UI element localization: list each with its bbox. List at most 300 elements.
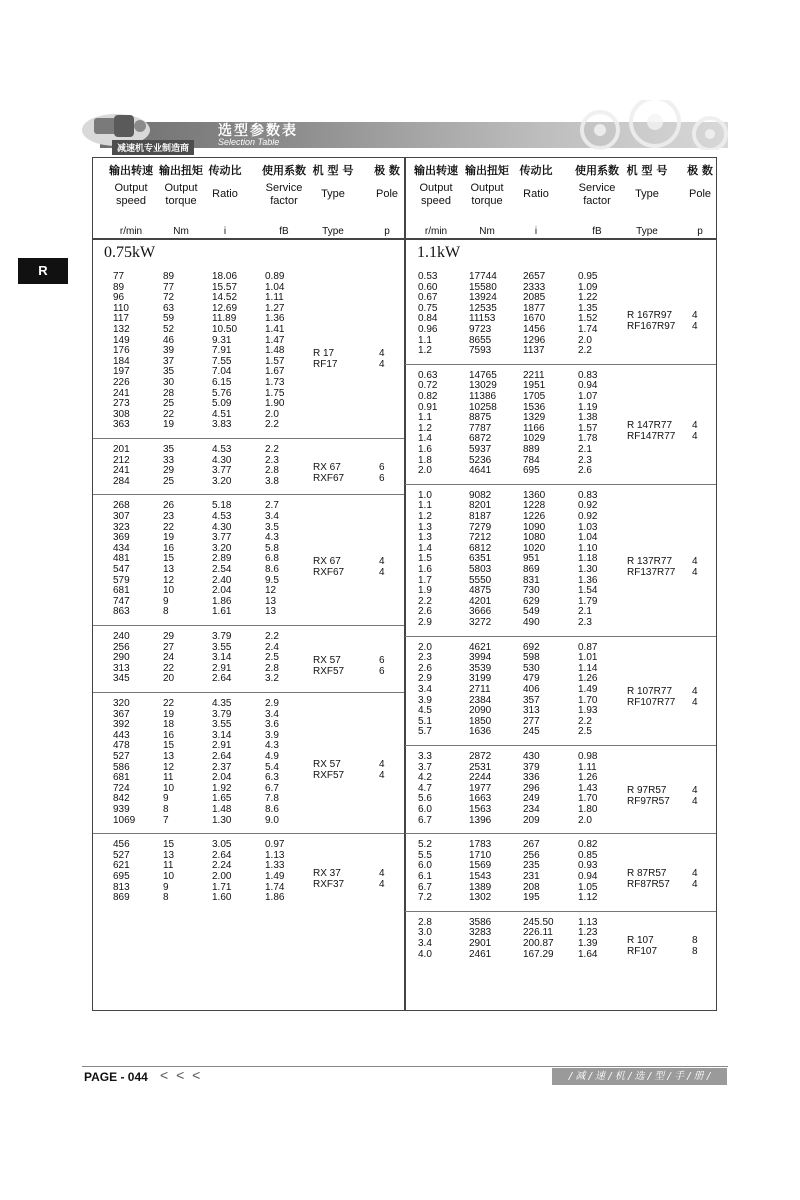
group-divider [405,911,716,912]
table-cell: 681 [113,585,130,597]
table-cell: 2.2 [578,715,592,727]
table-cell: 0.72 [418,380,438,392]
column-header-cn: 传动比 [208,164,242,177]
table-cell: 430 [523,751,540,762]
table-cell: 939 [113,804,130,815]
table-cell: 3272 [469,617,492,628]
table-cell: 784 [523,454,540,466]
table-cell: 5.8 [265,542,279,554]
pole-count: 4 [379,769,385,781]
column-header-en: Ratio [212,188,238,200]
table-cell: 2.5 [265,652,279,664]
table-cell: 3.14 [212,729,232,741]
table-cell: 2.54 [212,564,232,575]
table-cell: 197 [113,366,130,378]
table-cell: 7212 [469,532,492,544]
pole-count: 4 [379,868,385,879]
table-row [0,501,800,512]
table-cell: 1.93 [578,705,598,717]
table-cell: 1.26 [578,673,598,685]
table-cell: 117 [113,313,129,325]
table-cell: 1.3 [418,521,432,533]
table-cell: 1.36 [578,574,598,586]
table-cell: 1069 [113,814,136,826]
column-header-unit: i [223,226,227,237]
table-cell: 39 [163,345,175,357]
table-cell: 5937 [469,444,492,455]
table-cell: 490 [523,617,540,628]
table-cell: 1.1 [418,412,432,424]
table-cell: 4875 [469,585,492,597]
pole-count: 4 [379,566,385,578]
table-cell: 0.94 [578,871,598,882]
table-row [0,618,800,629]
table-cell: 1.74 [578,324,598,335]
model-type: R 97R57 [627,785,667,797]
table-cell: 0.89 [265,271,285,282]
table-cell: 2657 [523,271,546,282]
group-divider [405,364,716,365]
table-row [0,851,800,862]
table-cell: 37 [163,355,175,367]
page-subtitle: Selection Table [218,137,280,147]
table-row [0,597,800,608]
table-row [0,816,800,827]
table-cell: 277 [523,715,540,727]
table-cell: 290 [113,652,130,664]
table-cell: 15.57 [212,281,238,293]
table-cell: 16 [163,542,175,554]
table-cell: 15 [163,839,175,851]
table-cell: 1.30 [212,814,232,826]
table-cell: 313 [523,705,540,717]
table-cell: 1.79 [578,595,598,607]
table-cell: 3.9 [265,729,279,741]
column-header-cn: 输出扭矩 [465,164,509,177]
table-cell: 2.89 [212,553,232,565]
table-cell: 1.13 [578,916,598,928]
table-cell: 4.3 [265,532,279,544]
table-cell: 0.67 [418,292,438,304]
table-cell: 1.49 [578,684,598,695]
table-row [0,706,800,717]
table-cell: 13 [265,606,277,618]
table-cell: 3.9 [418,694,432,706]
table-cell: 28 [163,387,175,399]
table-cell: 7279 [469,521,492,533]
table-cell: 1.49 [265,871,285,882]
table-cell: 22 [163,698,175,709]
table-cell: 842 [113,793,130,805]
table-cell: 1705 [523,391,546,402]
table-cell: 2.9 [418,617,432,628]
table-cell: 1.04 [265,281,285,293]
column-header-en: Output speed [419,182,453,207]
table-cell: 195 [523,892,540,904]
table-cell: 1226 [523,511,546,522]
table-cell: 1329 [523,412,546,424]
table-row [0,928,800,939]
table-cell: 89 [113,281,125,293]
table-cell: 3.3 [418,751,432,762]
table-cell: 2.00 [212,871,232,882]
table-cell: 434 [113,542,130,554]
table-cell: 35 [163,444,175,455]
table-cell: 9 [163,881,169,893]
model-type: RXF67 [313,473,345,485]
table-cell: 2.9 [418,673,432,685]
table-cell: 1.78 [578,433,598,445]
table-cell: 2531 [469,761,492,773]
table-cell: 26 [163,500,175,512]
table-cell: 296 [523,782,540,794]
table-cell: 245 [523,726,540,738]
column-header-unit: fB [592,226,602,237]
table-cell: 2.0 [578,334,592,346]
table-cell: 0.63 [418,369,438,381]
table-cell: 8655 [469,334,492,346]
table-cell: 3283 [469,927,492,939]
model-type: RF147R77 [627,430,676,442]
header-divider [92,238,717,240]
table-cell: 1.3 [418,532,432,544]
column-header-cn: 机 型 号 [626,164,668,177]
table-cell: 1302 [469,892,492,904]
table-cell: 7593 [469,345,492,357]
table-cell: 226 [113,377,130,388]
table-cell: 1.27 [265,302,285,314]
table-cell: 4.0 [418,948,432,960]
table-cell: 2.6 [578,465,592,477]
table-cell: 8187 [469,511,492,522]
column-header [678,164,722,237]
table-cell: 0.97 [265,839,285,851]
table-cell: 1663 [469,793,492,805]
table-cell: 77 [163,281,175,293]
table-cell: 19 [163,419,175,431]
column-header-cn: 使用系数 [262,164,306,177]
table-cell: 22 [163,662,175,674]
model-type: RF87R57 [627,879,670,890]
table-cell: 22 [163,408,175,420]
table-cell: 1.05 [578,881,598,893]
table-cell: 96 [113,292,125,304]
table-cell: 579 [113,574,130,586]
table-cell: 5.09 [212,398,232,410]
table-cell: 12.69 [212,302,238,314]
company-label: 减速机专业制造商 [112,140,194,155]
table-cell: 863 [113,606,130,618]
table-row [0,554,800,565]
table-cell: 9.5 [265,574,279,586]
nav-arrows: < < < [160,1067,203,1083]
pole-count: 4 [379,358,385,370]
table-cell: 6.7 [418,881,432,893]
table-cell: 5.6 [418,793,432,805]
table-cell: 2.8 [265,465,279,477]
table-cell: 1783 [469,839,492,851]
table-cell: 2.64 [212,751,232,762]
table-cell: 59 [163,313,175,325]
pole-count: 4 [692,697,698,709]
table-row [0,424,800,435]
table-row [0,466,800,477]
table-cell: 12535 [469,302,497,314]
table-cell: 4.3 [265,740,279,752]
table-cell: 323 [113,521,130,533]
pole-count: 6 [379,462,385,474]
column-header-en: Service factor [578,182,616,207]
table-cell: 35 [163,366,175,378]
table-row [0,477,800,488]
table-cell: 176 [113,345,130,357]
table-cell: 1389 [469,881,492,893]
table-cell: 2.64 [212,849,232,861]
table-cell: 209 [523,814,540,826]
table-cell: 2211 [523,369,545,381]
pole-count: 4 [692,419,698,431]
table-cell: 1636 [469,726,492,738]
table-cell: 13 [163,849,175,861]
model-type: R 17 [313,347,335,359]
group-divider [405,636,716,637]
pole-count: 4 [692,796,698,808]
table-cell: 1.43 [578,782,598,794]
table-cell: 5550 [469,574,492,586]
table-cell: 2.64 [212,673,232,685]
column-header [617,164,677,237]
table-cell: 13 [163,751,175,762]
table-row [0,565,800,576]
table-cell: 0.53 [418,271,438,282]
table-cell: 7.2 [418,892,432,904]
table-row [0,793,800,808]
table-cell: 4.30 [212,454,232,466]
model-type: RX 37 [313,868,341,879]
table-cell: 3199 [469,673,492,685]
pole-count: 4 [692,686,698,698]
table-cell: 1.23 [578,927,598,939]
model-type: RX 67 [313,555,341,567]
table-cell: 1850 [469,715,492,727]
table-cell: 2.2 [265,444,279,455]
column-header [511,164,561,237]
table-row [0,445,800,456]
table-cell: 241 [113,387,130,399]
table-cell: 5.4 [265,761,279,773]
table-cell: 307 [113,511,130,522]
table-cell: 24 [163,652,175,664]
table-cell: 530 [523,662,540,674]
table-row [0,805,800,816]
table-cell: 249 [523,793,540,805]
column-header-unit: Nm [479,226,495,237]
table-cell: 2.2 [265,631,279,642]
model-type: RX 57 [313,758,341,770]
table-cell: 1456 [523,324,546,335]
group-divider [405,745,716,746]
table-row [0,304,800,315]
table-cell: 1.22 [578,292,598,304]
column-header-cn: 极 数 [374,164,400,177]
column-header-en: Pole [688,188,712,200]
section-tab: R [18,258,68,284]
table-cell: 0.93 [578,860,598,872]
table-row [0,381,800,392]
table-cell: 1.11 [265,292,284,304]
table-row [0,872,800,883]
table-cell: 621 [113,860,130,872]
table-cell: 2.2 [578,345,592,357]
table-cell: 3.77 [212,532,232,544]
table-cell: 3.20 [212,542,232,554]
table-cell: 0.85 [578,849,598,861]
table-cell: 18.06 [212,271,238,282]
table-cell: 2085 [523,292,546,304]
model-type: RX 67 [313,462,341,474]
table-cell: 8.6 [265,804,279,815]
column-header [457,164,517,237]
table-row [0,512,800,523]
model-type: RXF57 [313,769,345,781]
model-type: RXF37 [313,879,345,890]
table-cell: 284 [113,475,130,487]
table-cell: 2244 [469,772,492,784]
table-cell: 1877 [523,302,546,314]
table-row [0,696,800,707]
model-type: R 87R57 [627,868,667,879]
table-cell: 3.4 [418,938,432,949]
pole-count: 6 [379,665,385,677]
table-cell: 4621 [469,641,492,653]
table-row [0,685,800,696]
table-row [0,336,800,347]
table-cell: 681 [113,772,130,784]
table-row [0,950,800,961]
table-cell: 5.1 [418,715,432,727]
model-type: RF107 [627,946,658,957]
pole-count: 4 [692,879,698,890]
table-cell: 1569 [469,860,492,872]
table-cell: 3.55 [212,719,232,731]
table-cell: 1.36 [265,313,285,325]
table-row [0,773,800,784]
table-cell: 16 [163,729,175,741]
column-header-cn: 极 数 [687,164,713,177]
table-cell: 1.33 [265,860,285,872]
table-cell: 19 [163,532,175,544]
table-cell: 212 [113,454,130,466]
table-cell: 240 [113,631,130,642]
table-cell: 2.9 [265,698,279,709]
table-cell: 1710 [469,849,492,861]
column-header-en: Output torque [164,182,198,207]
model-type: RF167R97 [627,321,676,333]
table-cell: 695 [523,465,540,477]
table-cell: 18 [163,719,175,731]
manual-title: / 减 / 速 / 机 / 选 / 型 / 手 / 册 / [552,1068,727,1085]
table-cell: 951 [523,553,540,565]
table-cell: 1.35 [578,302,598,314]
table-cell: 1.8 [418,454,432,466]
table-cell: 4.9 [265,751,279,762]
table-cell: 11 [163,772,174,784]
table-cell: 15 [163,553,175,565]
table-cell: 8 [163,804,169,815]
table-cell: 357 [523,694,540,706]
table-cell: 4.51 [212,408,232,420]
table-cell: 1020 [523,542,546,554]
table-cell: 19 [163,708,175,720]
column-header-cn: 传动比 [519,164,553,177]
table-cell: 730 [523,585,540,597]
table-row [0,918,800,929]
table-cell: 5.2 [418,839,432,851]
table-cell: 345 [113,673,130,685]
table-cell: 10 [163,782,175,794]
pole-count: 4 [379,879,385,890]
table-row [0,883,800,894]
table-cell: 6.7 [265,782,279,794]
table-cell: 1.2 [418,511,432,522]
table-cell: 478 [113,740,130,752]
group-divider [93,833,404,834]
column-header [365,164,409,237]
table-cell: 33 [163,454,175,466]
table-cell: 10.50 [212,324,238,335]
table-cell: 6812 [469,542,492,554]
column-header-unit: i [534,226,538,237]
table-cell: 0.92 [578,511,598,522]
table-cell: 527 [113,849,130,861]
model-type: RF97R57 [627,796,670,808]
column-header-cn: 使用系数 [575,164,619,177]
table-cell: 629 [523,595,540,607]
table-cell: 7.91 [212,345,232,357]
table-row [0,939,800,950]
table-row [0,293,800,304]
table-cell: 184 [113,355,130,367]
table-cell: 132 [113,324,130,335]
table-cell: 692 [523,641,540,653]
left-power-label: 0.75kW [104,244,156,261]
table-cell: 2.91 [212,740,232,752]
table-cell: 9.0 [265,814,279,826]
table-cell: 1.30 [578,564,598,575]
table-cell: 17744 [469,271,497,282]
pole-count: 6 [379,473,385,485]
model-type: R 147R77 [627,419,673,431]
table-cell: 3.4 [265,708,279,720]
table-row [0,371,800,382]
table-cell: 0.94 [578,380,598,392]
table-cell: 1.47 [265,334,285,346]
table-cell: 8 [163,892,169,904]
table-cell: 1.67 [265,366,285,378]
table-cell: 23 [163,511,175,522]
table-cell: 5803 [469,564,492,575]
table-cell: 6.0 [418,860,432,872]
table-cell: 226.11 [523,927,553,939]
table-cell: 0.60 [418,281,438,293]
table-cell: 267 [523,839,540,851]
table-cell: 0.92 [578,500,598,512]
model-type: RXF57 [313,665,345,677]
table-cell: 2901 [469,938,492,949]
table-cell: 1.03 [578,521,598,533]
column-header-en: Service factor [265,182,303,207]
table-cell: 695 [113,871,130,882]
